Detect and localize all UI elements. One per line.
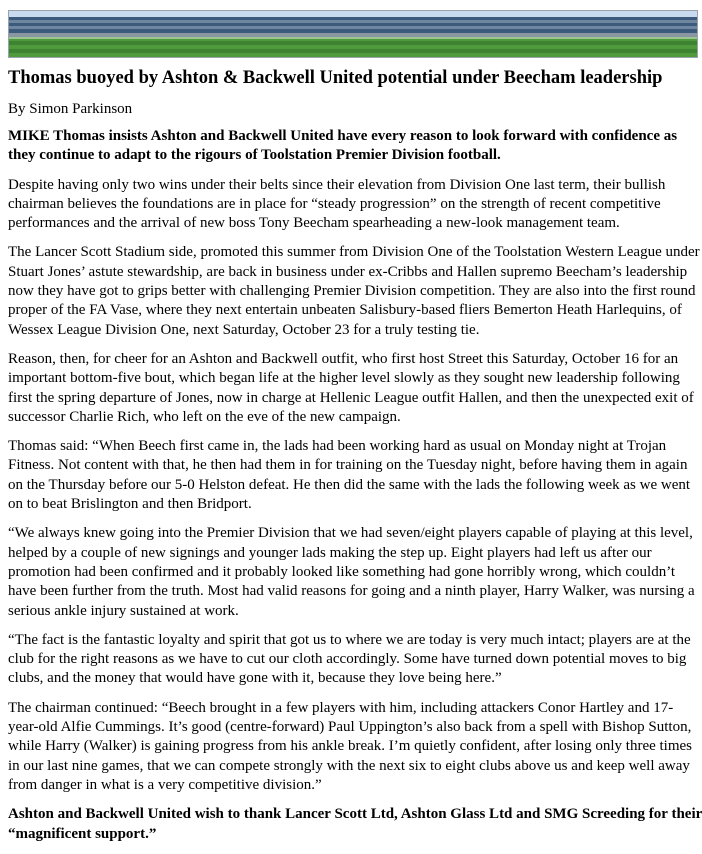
article-lead-paragraph: MIKE Thomas insists Ashton and Backwell United have every reason to look forward with confidence as they continue to adapt to the rigours of Toolstation Premier Division football. xyxy=(8,128,678,164)
banner-stand xyxy=(9,17,697,33)
banner-pitch-stripe xyxy=(9,41,697,45)
article-paragraph: Reason, then, for cheer for an Ashton and Backwell outfit, who first host Street this Saturday, October 16 for an important bottom-five bout, which began life at the higher level slowly as they sought new leadership following first the spring departure of Jones, now in charge at Hellenic League outfit Hallen, and then the unexpected exit of successor Charlie Rich, who left on the eve of the new campaign. xyxy=(8,350,694,425)
article-paragraph: “We always knew going into the Premier Division that we had seven/eight players capable of playing at this level, helped by a couple of new signings and younger lads making the step up. Eight players had left us after our promotion had been confirmed and it probably looked like something had gone horribly wrong, which couldn’t have been further from the truth. Most had valid reasons for going and a ninth player, Harry Walker, was nursing a serious ankle injury sustained at work. xyxy=(8,525,695,619)
banner-advertising-boards xyxy=(9,33,697,37)
stadium-banner xyxy=(8,10,698,58)
article-paragraph: “The fact is the fantastic loyalty and spirit that got us to where we are today is very much intact; players are at the club for the right reasons as we have to cut our cloth accordingly. Some have turned down potential moves to big clubs, and the money that would have gone with it, because they love being here.” xyxy=(8,631,691,687)
article-paragraph: Despite having only two wins under their belts since their elevation from Division One last term, their bullish chairman believes the foundations are in place for “steady progression” on the strength of recent competitive performances and the arrival of new boss Tony Beecham spearheading a new-look management team. xyxy=(8,176,666,232)
banner-seats-row xyxy=(9,26,697,29)
article-paragraph: Thomas said: “When Beech first came in, the lads had been working hard as usual on Monday night at Trojan Fitness. Not content with that, he then had them in for training on the Tuesday night, before having them in again on the Thursday before our 5-0 Helston defeat. He then did the same with the lads the following week as we went on to beat Brislington and then Bridport. xyxy=(8,438,691,513)
article-paragraph: The chairman continued: “Beech brought in a few players with him, including attackers Conor Hartley and 17-year-old Alfie Cummings. It’s good (centre-forward) Paul Uppington’s also back from a spell with Bishop Sutton, while Harry (Walker) is gaining progress from his ankle break. I’m quietly confident, after losing only three times in our last nine games, that we can compete strongly with the next six to eight clubs above us and keep well away from danger in what is a very competitive division.” xyxy=(8,699,693,793)
banner-pitch-stripe xyxy=(9,49,697,53)
stadium-image xyxy=(9,11,697,57)
article-headline: Thomas buoyed by Ashton & Backwell United potential under Beecham leadership xyxy=(8,68,663,88)
banner-seats-row xyxy=(9,20,697,23)
banner-pitch xyxy=(9,37,697,57)
article-body xyxy=(8,127,702,854)
article-paragraph: The Lancer Scott Stadium side, promoted this summer from Division One of the Toolstation Western League under Stuart Jones’ astute stewardship, are back in business under ex-Cribbs and Hallen supremo Beecham’s leadership now they have got to grips better with challenging Premier Division competition. They are also into the first round proper of the FA Vase, where they next entertain unbeaten Salisbury-based fliers Bemerton Heath Harlequins, of Wessex League Division One, next Saturday, October 23 for a truly testing tie. xyxy=(8,244,700,338)
article-byline: By Simon Parkinson xyxy=(8,101,133,117)
article-closing-paragraph: Ashton and Backwell United wish to thank Lancer Scott Ltd, Ashton Glass Ltd and SMG Screeding for their “magnificent support.” xyxy=(8,806,702,842)
